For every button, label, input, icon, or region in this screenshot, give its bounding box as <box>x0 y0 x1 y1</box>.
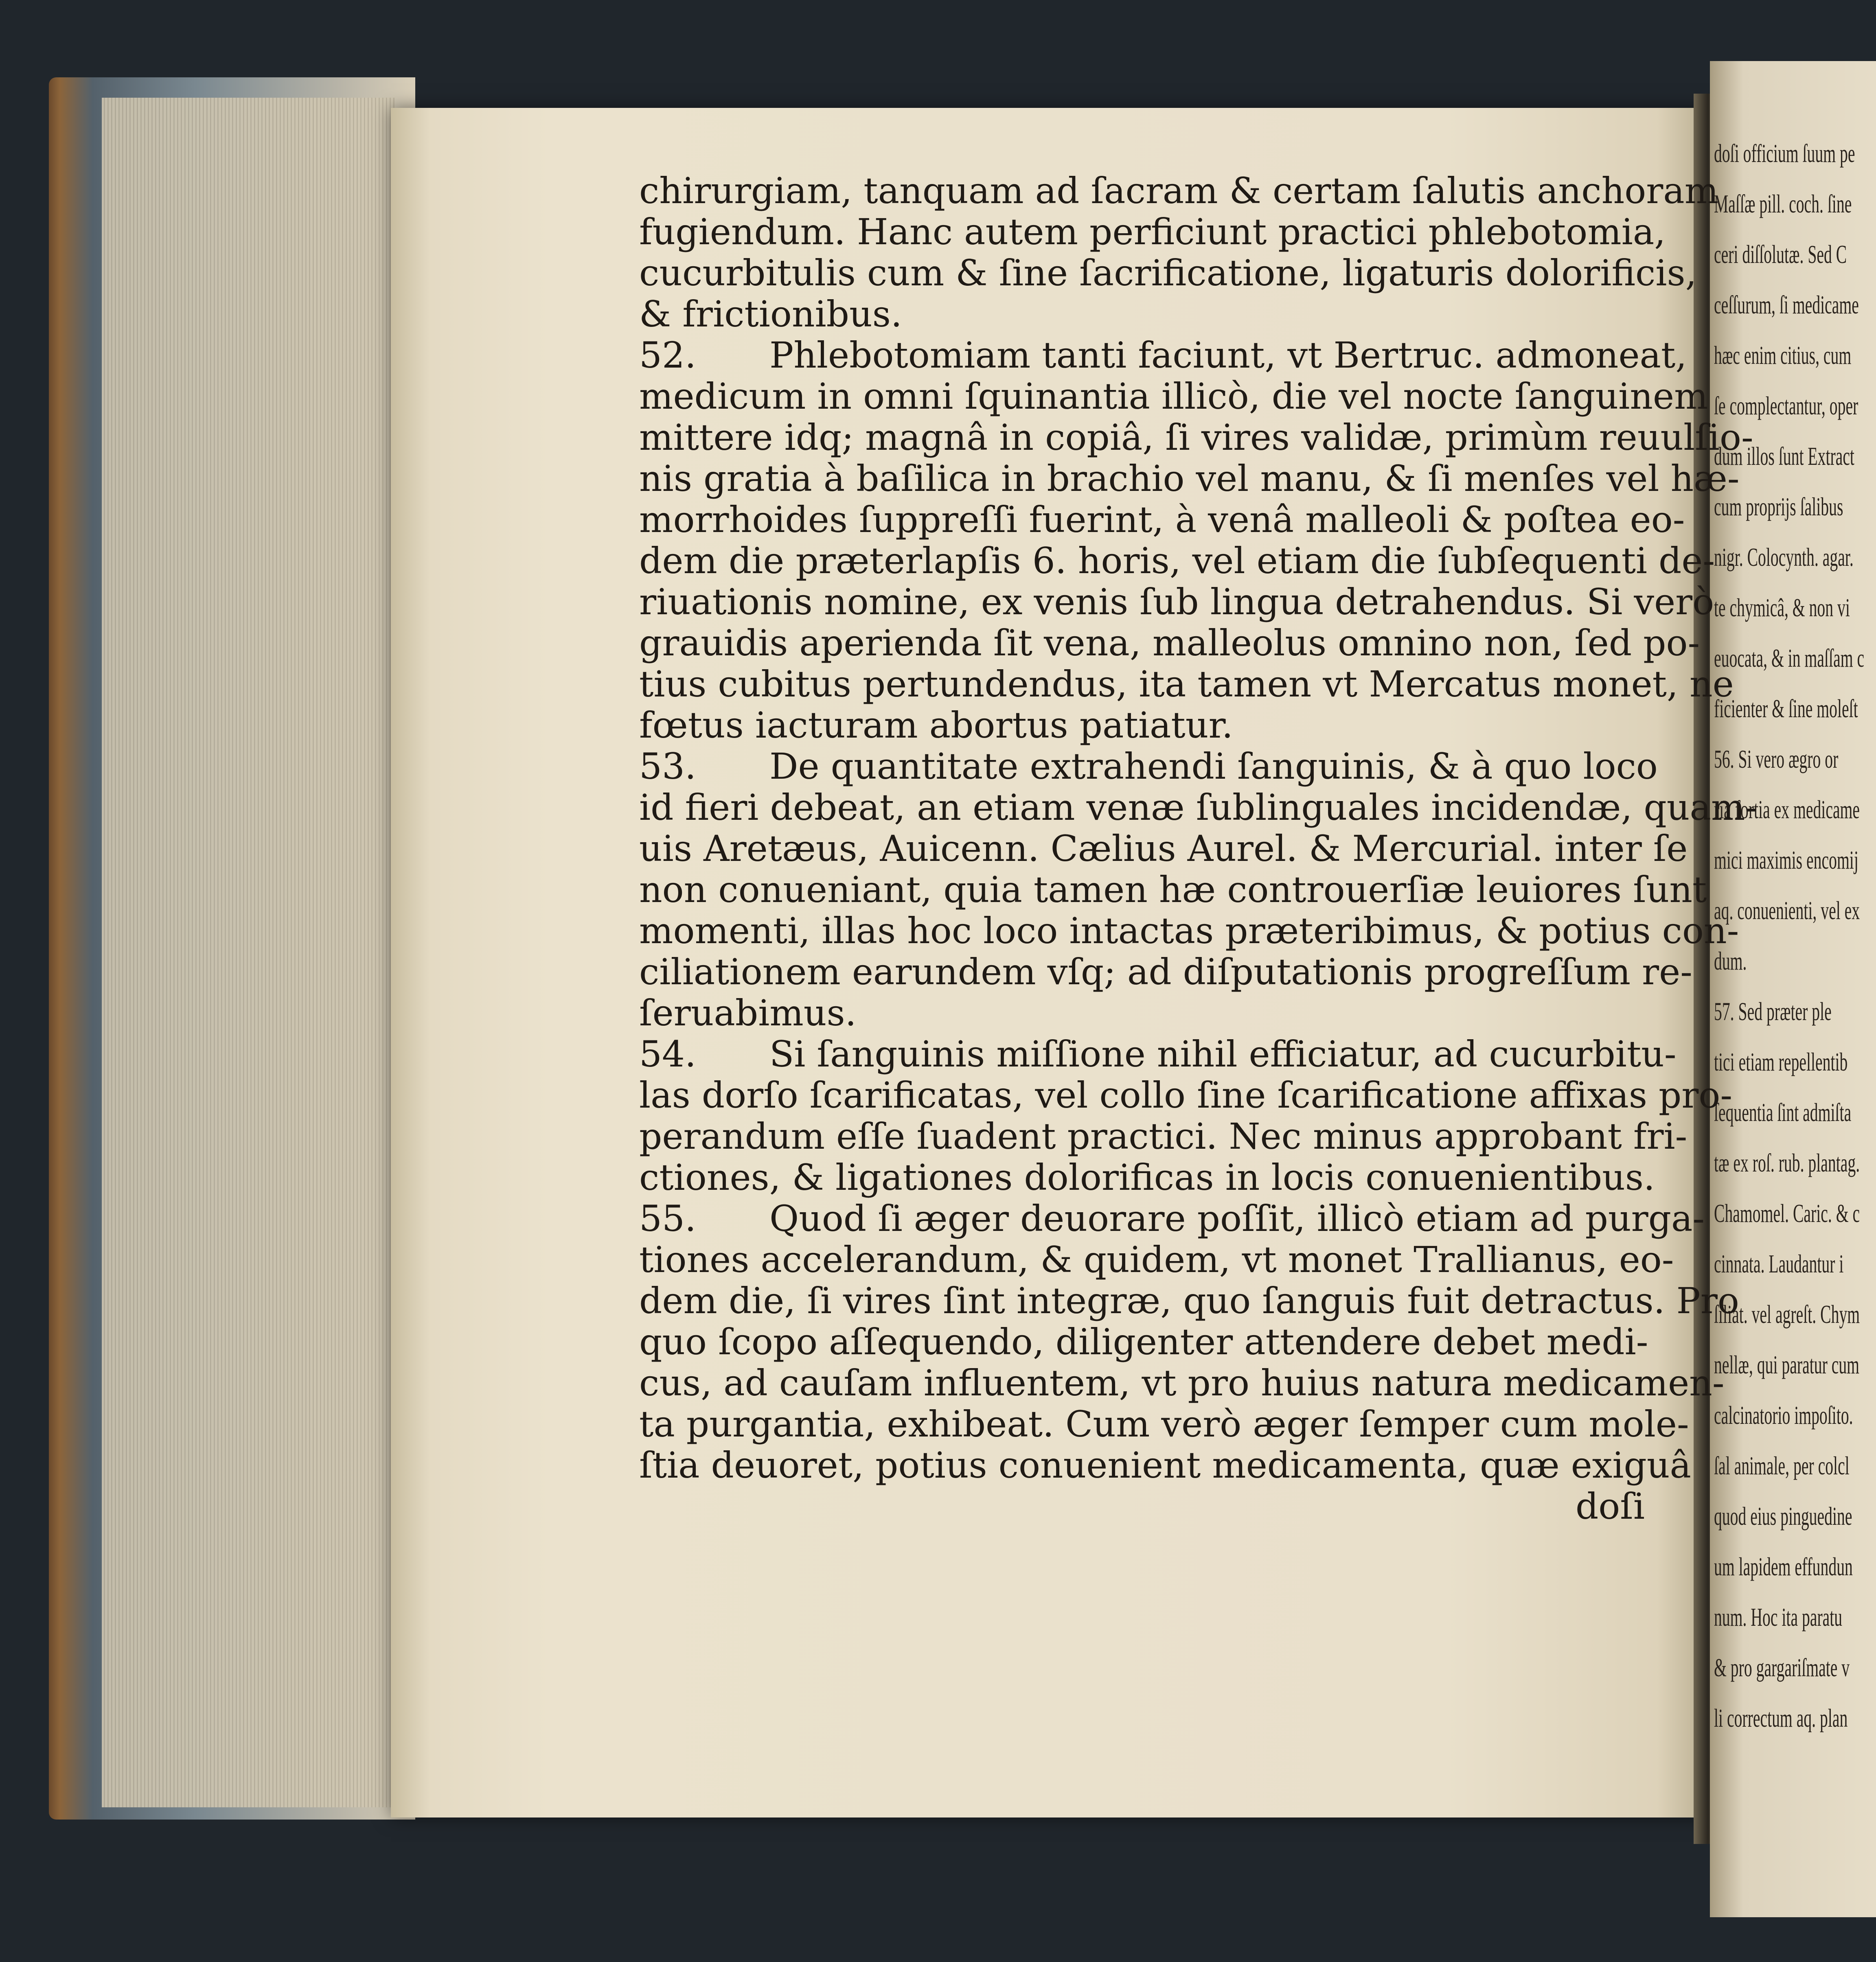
paragraph-number: 54. <box>639 1033 696 1075</box>
paragraph-number: 53. <box>639 745 696 787</box>
facing-text-line: dum illos ſunt Extract <box>1714 442 1854 471</box>
text-line <box>639 869 1707 911</box>
line-text: dem die, ſi vires ſint integræ, quo ſanguis fuit detractus. Pro <box>639 1280 1739 1322</box>
facing-text-line: ſe complectantur, oper <box>1714 391 1858 420</box>
line-text: ta purgantia, exhibeat. Cum verò æger ſemper cum mole- <box>639 1403 1689 1445</box>
paragraph-number: 52. <box>639 334 696 376</box>
text-line <box>639 458 1740 499</box>
line-text: mittere idq; magnâ in copiâ, ſi vires validæ, primùm reuulſio- <box>639 416 1753 458</box>
text-line <box>639 1403 1689 1445</box>
text-line <box>639 1444 1692 1486</box>
text-line <box>639 334 1687 376</box>
line-text: De quantitate extrahendi ſanguinis, & à quo loco <box>769 745 1658 787</box>
line-text: ciliationem earundem vſq; ad diſputationis progreſſum re- <box>639 951 1692 993</box>
text-line <box>639 828 1688 869</box>
page-stack-edge <box>102 98 395 1807</box>
facing-text-line: hæc enim citius, cum <box>1714 341 1852 370</box>
line-text: medicum in omni ſquinantia illicò, die vel nocte ſanguinem <box>639 375 1708 417</box>
facing-text-line: ceſſurum, ſi medicame <box>1714 290 1859 319</box>
text-line <box>639 1156 1655 1198</box>
text-line <box>639 416 1753 458</box>
paragraph-number: 55. <box>639 1198 696 1239</box>
facing-text-line: ria fortia ex medicame <box>1714 795 1860 824</box>
line-text: las dorſo ſcarificatas, vel collo ſine ſcarificatione affixas pro- <box>639 1074 1733 1116</box>
line-text: nis gratia à baſilica in brachio vel manu, & ſi menſes vel hæ- <box>639 458 1740 499</box>
line-text: cucurbitulis cum & ſine ſacrificatione, ligaturis dolorificis, <box>639 252 1697 294</box>
facing-page <box>1710 61 1876 1917</box>
facing-text-line: dum. <box>1714 946 1747 975</box>
text-line <box>639 499 1685 541</box>
line-text: grauidis aperienda ſit vena, malleolus omnino non, ſed po- <box>639 622 1700 664</box>
facing-text-line: 57. Sed præter ple <box>1714 997 1832 1026</box>
line-text: morrhoides ſuppreſſi fuerint, à venâ malleoli & poſtea eo- <box>639 499 1685 541</box>
text-line <box>639 745 1658 787</box>
page-text-block <box>639 170 1758 1527</box>
facing-text-line: Maſſæ pill. coch. ſine <box>1714 189 1852 218</box>
line-text: tius cubitus pertundendus, ita tamen vt Mercatus monet, ne <box>639 663 1734 705</box>
text-line <box>639 705 1645 746</box>
catchword: doſi <box>1575 1485 1645 1527</box>
text-line <box>639 1239 1674 1281</box>
facing-text-line: cum proprijs ſalibus <box>1714 492 1843 521</box>
facing-text-line: nellæ, qui paratur cum <box>1714 1350 1860 1379</box>
line-text: fugiendum. Hanc autem perficiunt practici phlebotomia, <box>639 211 1666 253</box>
facing-text-line: ſal animale, per colcl <box>1714 1451 1850 1480</box>
text-line <box>639 1362 1725 1404</box>
text-line <box>639 951 1692 993</box>
text-line <box>639 375 1708 417</box>
facing-text-line: ceri diſſolutæ. Sed C <box>1714 240 1847 269</box>
text-line <box>639 663 1734 705</box>
text-line <box>639 910 1739 952</box>
text-line <box>639 1280 1739 1322</box>
facing-text-line: aq. conuenienti, vel ex <box>1714 896 1860 925</box>
text-line <box>639 1074 1733 1116</box>
facing-text-line: cinnata. Laudantur i <box>1714 1249 1844 1278</box>
line-text: quo ſcopo aſſequendo, diligenter attendere debet medi- <box>639 1321 1648 1363</box>
facing-text-line: Chamomel. Caric. & c <box>1714 1199 1860 1228</box>
text-line <box>639 252 1697 294</box>
text-line <box>639 293 1645 335</box>
facing-text-line: doſi officium ſuum pe <box>1714 139 1855 168</box>
facing-text-line: nigr. Colocynth. agar. <box>1714 543 1854 572</box>
facing-text-line: quod eius pinguedine <box>1714 1502 1852 1531</box>
text-line <box>639 1033 1677 1075</box>
facing-text-line: tæ ex roſ. rub. plantag. <box>1714 1148 1860 1177</box>
facing-text-line: & pro gargariſmate v <box>1714 1653 1850 1682</box>
line-text: ctiones, & ligationes dolorificas in locis conuenientibus. <box>639 1156 1655 1198</box>
facing-text-line: ſequentia ſint admiſta <box>1714 1098 1852 1127</box>
facing-text-line: num. Hoc ita paratu <box>1714 1603 1843 1631</box>
facing-text-line: mici maximis encomij <box>1714 845 1858 874</box>
facing-text-line: li correctum aq. plan <box>1714 1704 1848 1732</box>
line-text: fœtus iacturam abortus patiatur. <box>639 704 1233 746</box>
text-line <box>639 786 1758 828</box>
line-text: uis Aretæus, Auicenn. Cælius Aurel. & Mercurial. inter ſe <box>639 828 1688 869</box>
facing-text-line: euocata, & in maſſam c <box>1714 644 1865 672</box>
line-text: perandum eſſe ſuadent practici. Nec minus approbant fri- <box>639 1115 1688 1157</box>
line-text: chirurgiam, tanquam ad ſacram & certam ſalutis anchoram <box>639 170 1719 212</box>
text-line <box>639 540 1715 582</box>
facing-text-line: calcinatorio impoſito. <box>1714 1401 1853 1430</box>
line-text: Si ſanguinis miſſione nihil efficiatur, ad cucurbitu- <box>769 1033 1677 1075</box>
line-text: cus, ad cauſam influentem, vt pro huius natura medicamen- <box>639 1362 1725 1404</box>
text-line <box>639 622 1700 664</box>
facing-text-line: tici etiam repellentib <box>1714 1047 1848 1076</box>
text-line <box>639 1115 1688 1157</box>
text-line <box>639 1321 1648 1363</box>
text-line <box>639 1198 1705 1239</box>
line-text: ſeruabimus. <box>639 992 857 1034</box>
line-text: tiones accelerandum, & quidem, vt monet Trallianus, eo- <box>639 1239 1674 1281</box>
line-text: Quod ſi æger deuorare poſſit, illicò etiam ad purga- <box>769 1198 1705 1239</box>
text-line <box>639 170 1719 212</box>
text-line <box>639 211 1666 253</box>
facing-text-line: 56. Si vero ægro or <box>1714 745 1839 773</box>
line-text: dem die præterlapſis 6. horis, vel etiam die ſubſequenti de- <box>639 540 1715 582</box>
line-text: Phlebotomiam tanti faciunt, vt Bertruc. admoneat, <box>769 334 1687 376</box>
line-text: momenti, illas hoc loco intactas præteribimus, & potius con- <box>639 910 1739 952</box>
text-line <box>639 581 1714 623</box>
line-text: id fieri debeat, an etiam venæ ſublinguales incidendæ, quam- <box>639 786 1758 828</box>
text-line <box>639 992 1645 1034</box>
line-text: non conueniant, quia tamen hæ controuerſiæ leuiores ſunt <box>639 869 1707 911</box>
facing-text-line: um lapidem effundun <box>1714 1552 1853 1581</box>
facing-text-line: te chymicâ, & non vi <box>1714 593 1850 622</box>
facing-text-line: ſiliat. vel agreſt. Chym <box>1714 1300 1860 1329</box>
line-text: riuationis nomine, ex venis ſub lingua detrahendus. Si verò <box>639 581 1714 623</box>
line-text: & frictionibus. <box>639 293 902 335</box>
line-text: ſtia deuoret, potius conuenient medicamenta, quæ exiguâ <box>639 1444 1692 1486</box>
facing-text-line: ficienter & ſine moleſt <box>1714 694 1858 723</box>
